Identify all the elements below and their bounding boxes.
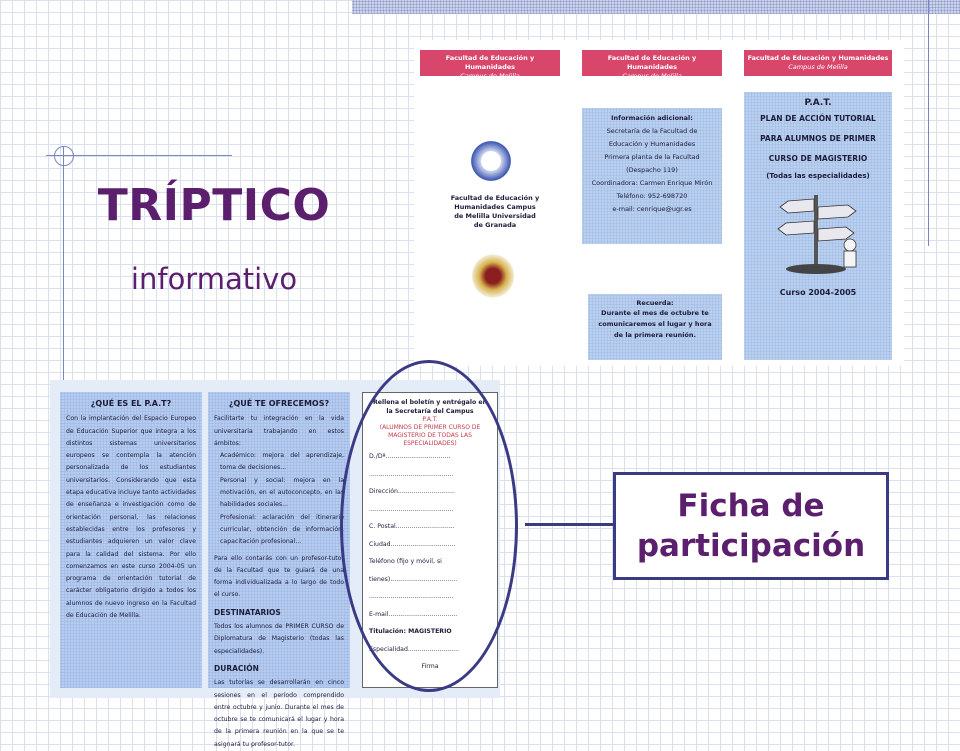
column-what-is <box>60 392 202 688</box>
header-text: Facultad de Educación y Humanidades <box>445 54 535 71</box>
column-offer <box>208 392 350 748</box>
form-field: Especialidad.......................... <box>369 645 460 653</box>
form-field: Teléfono (fijo y móvil, si <box>369 558 442 565</box>
remember-box <box>588 294 722 360</box>
decorative-circle <box>54 146 74 166</box>
form-subheader: P.A.T. <box>422 416 438 423</box>
slide-title: TRÍPTICO <box>97 180 331 231</box>
remember-heading: Recuerda: <box>636 299 674 307</box>
column-text: Para ello contarás con un profesor-tutor de la Facultad que te guiará de una forma individualizada a lo largo de todo el curso. <box>214 554 344 599</box>
cover-line: CURSO DE MAGISTERIO <box>768 154 868 163</box>
cover-year: Curso 2004-2005 <box>779 288 857 297</box>
cover-line: PLAN DE ACCIÓN TUTORIAL <box>760 114 876 123</box>
info-line: e-mail: cenrique@ugr.es <box>612 205 692 213</box>
form-field: ........................................... <box>369 505 454 513</box>
column-text: Con la implantación del Espacio Europeo de Educación Superior que integra a los distintos sistemas universitarios europeos se contempla la atención personalizada de los estudiantes universitarios. Considerando que esta etapa educativa incluye tanto actividades de enseñanza e investigación como de orientación personal, las relaciones establecidas entre los profesores y estudiantes adquieren un valor clave para la calidad del sistema. Por ello comenzamos en este curso 2004-05 un programa de orientación tutorial de carácter obligatorio dirigido a todos los alumnos de nuevo ingreso en la Facultad de Educación de Melilla. <box>66 415 196 620</box>
section-heading: DURACIÓN <box>214 663 259 673</box>
callout-box <box>613 472 889 580</box>
cover-panel <box>744 92 892 360</box>
list-item: Personal y social: mejora en la motivación, en el autoconcepto, en las habilidades sociales... <box>220 476 344 509</box>
column-text: Todos los alumnos de PRIMER CURSO de Diplomatura de Magisterio (todas las especialidades). <box>214 623 344 655</box>
list-item: Académico: mejora del aprendizaje, toma de decisiones... <box>220 452 344 472</box>
form-field: Dirección............................. <box>369 488 455 495</box>
form-field: Ciudad................................. <box>369 540 456 548</box>
vertical-rule-right <box>928 0 929 246</box>
form-signature: Firma <box>421 663 439 670</box>
column-heading: ¿QUÉ TE OFRECEMOS? <box>228 399 330 408</box>
callout-text: Ficha de participación <box>636 488 866 564</box>
info-line: Educación y Humanidades <box>608 140 696 148</box>
info-line: Teléfono: 952-698720 <box>616 192 688 200</box>
form-field: ........................................... <box>369 470 454 478</box>
top-decorative-bar <box>352 0 960 14</box>
form-field: D./Dª................................. <box>369 453 451 460</box>
panel-header-2 <box>582 50 722 80</box>
vertical-rule-left <box>63 146 64 384</box>
section-heading: DESTINATARIOS <box>214 607 281 617</box>
remember-text: Durante el mes de octubre te comunicaremos el lugar y hora de la primera reunión. <box>598 309 712 339</box>
form-field: tienes).................................. <box>369 575 458 583</box>
header-subtext: Campus de Melilla <box>622 72 682 80</box>
cover-line: (Todas las especialidades) <box>766 172 870 180</box>
info-line: Coordinadora: Carmen Enrique Mirón <box>591 179 713 187</box>
panel-header-1 <box>420 50 560 80</box>
info-box <box>582 108 722 244</box>
header-text: Facultad de Educación y Humanidades <box>607 54 697 71</box>
form-field: Titulación: MAGISTERIO <box>369 628 452 635</box>
cover-line: P.A.T. <box>804 98 832 108</box>
form-subheader: (ALUMNOS DE PRIMER CURSO DE MAGISTERIO DE TODAS LAS ESPECIALIDADES) <box>379 424 481 447</box>
info-heading: Información adicional: <box>611 114 693 122</box>
faculty-logo-caption: Facultad de Educación y Humanidades Campus de Melilla Universidad de Granada <box>450 194 540 229</box>
brochure-outside-image <box>414 40 904 366</box>
header-subtext: Campus de Melilla <box>788 63 848 71</box>
slide-subtitle: informativo <box>130 262 298 296</box>
form-field: ........................................... <box>369 593 454 600</box>
cover-line: PARA ALUMNOS DE PRIMER <box>760 134 876 143</box>
panel-header-3 <box>744 50 892 76</box>
highlight-ellipse <box>340 360 518 692</box>
form-field: C. Postal.............................. <box>369 523 455 530</box>
faculty-logo-icon <box>468 138 514 184</box>
list-item: Profesional: aclaración del itinerario curricular, obtención de información, capacitación profesional... <box>220 513 344 546</box>
signpost-illustration-icon <box>758 187 878 277</box>
info-line: (Despacho 119) <box>626 166 678 174</box>
callout-connector-line <box>525 523 615 526</box>
form-header: Rellena el boletín y entrégalo en la Secretaría del Campus <box>373 399 487 415</box>
column-heading: ¿QUÉ ES EL P.A.T? <box>90 399 172 408</box>
form-field: E-mail................................... <box>369 610 458 618</box>
column-text: Facilitarte tu integración en la vida universitaria trabajando en estos ámbitos: <box>214 415 344 447</box>
info-line: Primera planta de la Facultad <box>604 153 700 161</box>
header-subtext: Campus de Melilla <box>460 72 520 80</box>
header-text: Facultad de Educación y Humanidades <box>747 54 889 62</box>
university-crest-icon <box>472 254 514 298</box>
info-line: Secretaría de la Facultad de <box>606 127 698 135</box>
column-text: Las tutorías se desarrollarán en cinco sesiones en el período comprendido entre octubre y junio. Durante el mes de octubre se te comunicará el lugar y hora de la primera reunión en la que se te asignará tu profesor-tutor. <box>214 679 344 748</box>
